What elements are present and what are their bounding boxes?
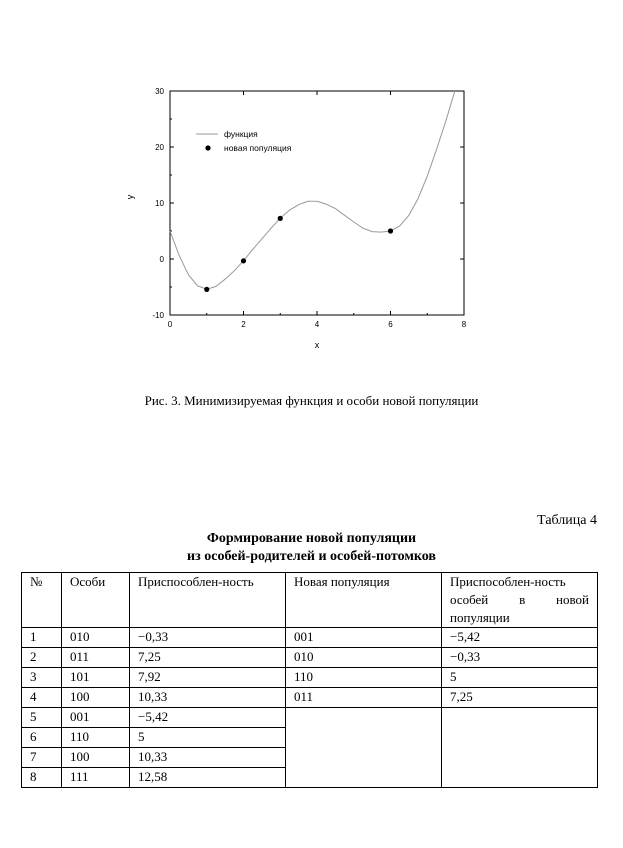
- table-row: [22, 708, 598, 728]
- cell-fitness: 10,33: [130, 748, 286, 768]
- y-tick-label: 0: [159, 255, 164, 264]
- cell-new-individual: 011: [286, 688, 442, 708]
- x-tick-label: 4: [314, 320, 320, 329]
- cell-fitness: 7,25: [130, 648, 286, 668]
- cell-number: 3: [22, 668, 62, 688]
- cell-individual: 011: [62, 648, 130, 668]
- cell-individual: 001: [62, 708, 130, 728]
- cell-individual: 010: [62, 628, 130, 648]
- legend-label-population: новая популяция: [224, 143, 292, 153]
- table-header-row: [22, 573, 598, 628]
- cell-new-fitness: −0,33: [442, 648, 598, 668]
- cell-individual: 111: [62, 768, 130, 788]
- cell-new-individual: 110: [286, 668, 442, 688]
- header-individuals: Особи: [62, 573, 130, 628]
- header-number: №: [22, 573, 62, 628]
- cell-individual: 101: [62, 668, 130, 688]
- x-axis-label: x: [314, 340, 320, 350]
- y-tick-label: 10: [155, 199, 164, 208]
- header-fitness: Приспособлен-ность: [130, 573, 286, 628]
- table-row: [22, 628, 598, 648]
- cell-fitness: −5,42: [130, 708, 286, 728]
- table-row: [22, 688, 598, 708]
- header-new-population: Новая популяция: [286, 573, 442, 628]
- cell-number: 5: [22, 708, 62, 728]
- table-row: [22, 648, 598, 668]
- x-tick-label: 8: [461, 320, 467, 329]
- cell-fitness: 5: [130, 728, 286, 748]
- legend-label-function: функция: [224, 129, 258, 139]
- cell-number: 4: [22, 688, 62, 708]
- table-title-line-2: из особей-родителей и особей-потомков: [187, 549, 436, 564]
- population-point: [241, 258, 246, 263]
- cell-empty-new-fitness: [442, 708, 598, 788]
- cell-new-individual: 001: [286, 628, 442, 648]
- cell-number: 8: [22, 768, 62, 788]
- population-table: [21, 572, 598, 788]
- table-number: Таблица 4: [537, 513, 597, 528]
- cell-fitness: 7,92: [130, 668, 286, 688]
- cell-new-individual: 010: [286, 648, 442, 668]
- y-tick-label: -10: [152, 311, 164, 320]
- legend-point-swatch: [205, 145, 210, 150]
- table-title: [0, 530, 623, 566]
- cell-fitness: −0,33: [130, 628, 286, 648]
- cell-number: 1: [22, 628, 62, 648]
- x-tick-label: 6: [388, 320, 393, 329]
- x-tick-label: 0: [167, 320, 173, 329]
- y-tick-label: 20: [155, 143, 164, 152]
- cell-fitness: 10,33: [130, 688, 286, 708]
- cell-number: 2: [22, 648, 62, 668]
- cell-new-fitness: −5,42: [442, 628, 598, 648]
- table-row: [22, 668, 598, 688]
- figure-caption: Рис. 3. Минимизируемая функция и особи новой популяции: [144, 393, 479, 408]
- cell-number: 7: [22, 748, 62, 768]
- cell-empty-new-individual: [286, 708, 442, 788]
- cell-new-fitness: 5: [442, 668, 598, 688]
- function-chart: [0, 0, 623, 370]
- population-point: [388, 228, 393, 233]
- cell-individual: 100: [62, 748, 130, 768]
- population-point: [278, 216, 283, 221]
- cell-fitness: 12,58: [130, 768, 286, 788]
- cell-individual: 110: [62, 728, 130, 748]
- cell-new-fitness: 7,25: [442, 688, 598, 708]
- x-tick-label: 2: [241, 320, 246, 329]
- plot-frame: [170, 91, 464, 315]
- function-curve: [170, 91, 455, 289]
- table-title-line-1: Формирование новой популяции: [206, 531, 417, 546]
- cell-number: 6: [22, 728, 62, 748]
- y-tick-label: 30: [155, 87, 164, 96]
- y-axis-label: y: [125, 194, 135, 200]
- population-point: [204, 287, 209, 292]
- cell-individual: 100: [62, 688, 130, 708]
- header-new-fitness: Приспособлен-ность особей в новой популяции: [442, 573, 598, 628]
